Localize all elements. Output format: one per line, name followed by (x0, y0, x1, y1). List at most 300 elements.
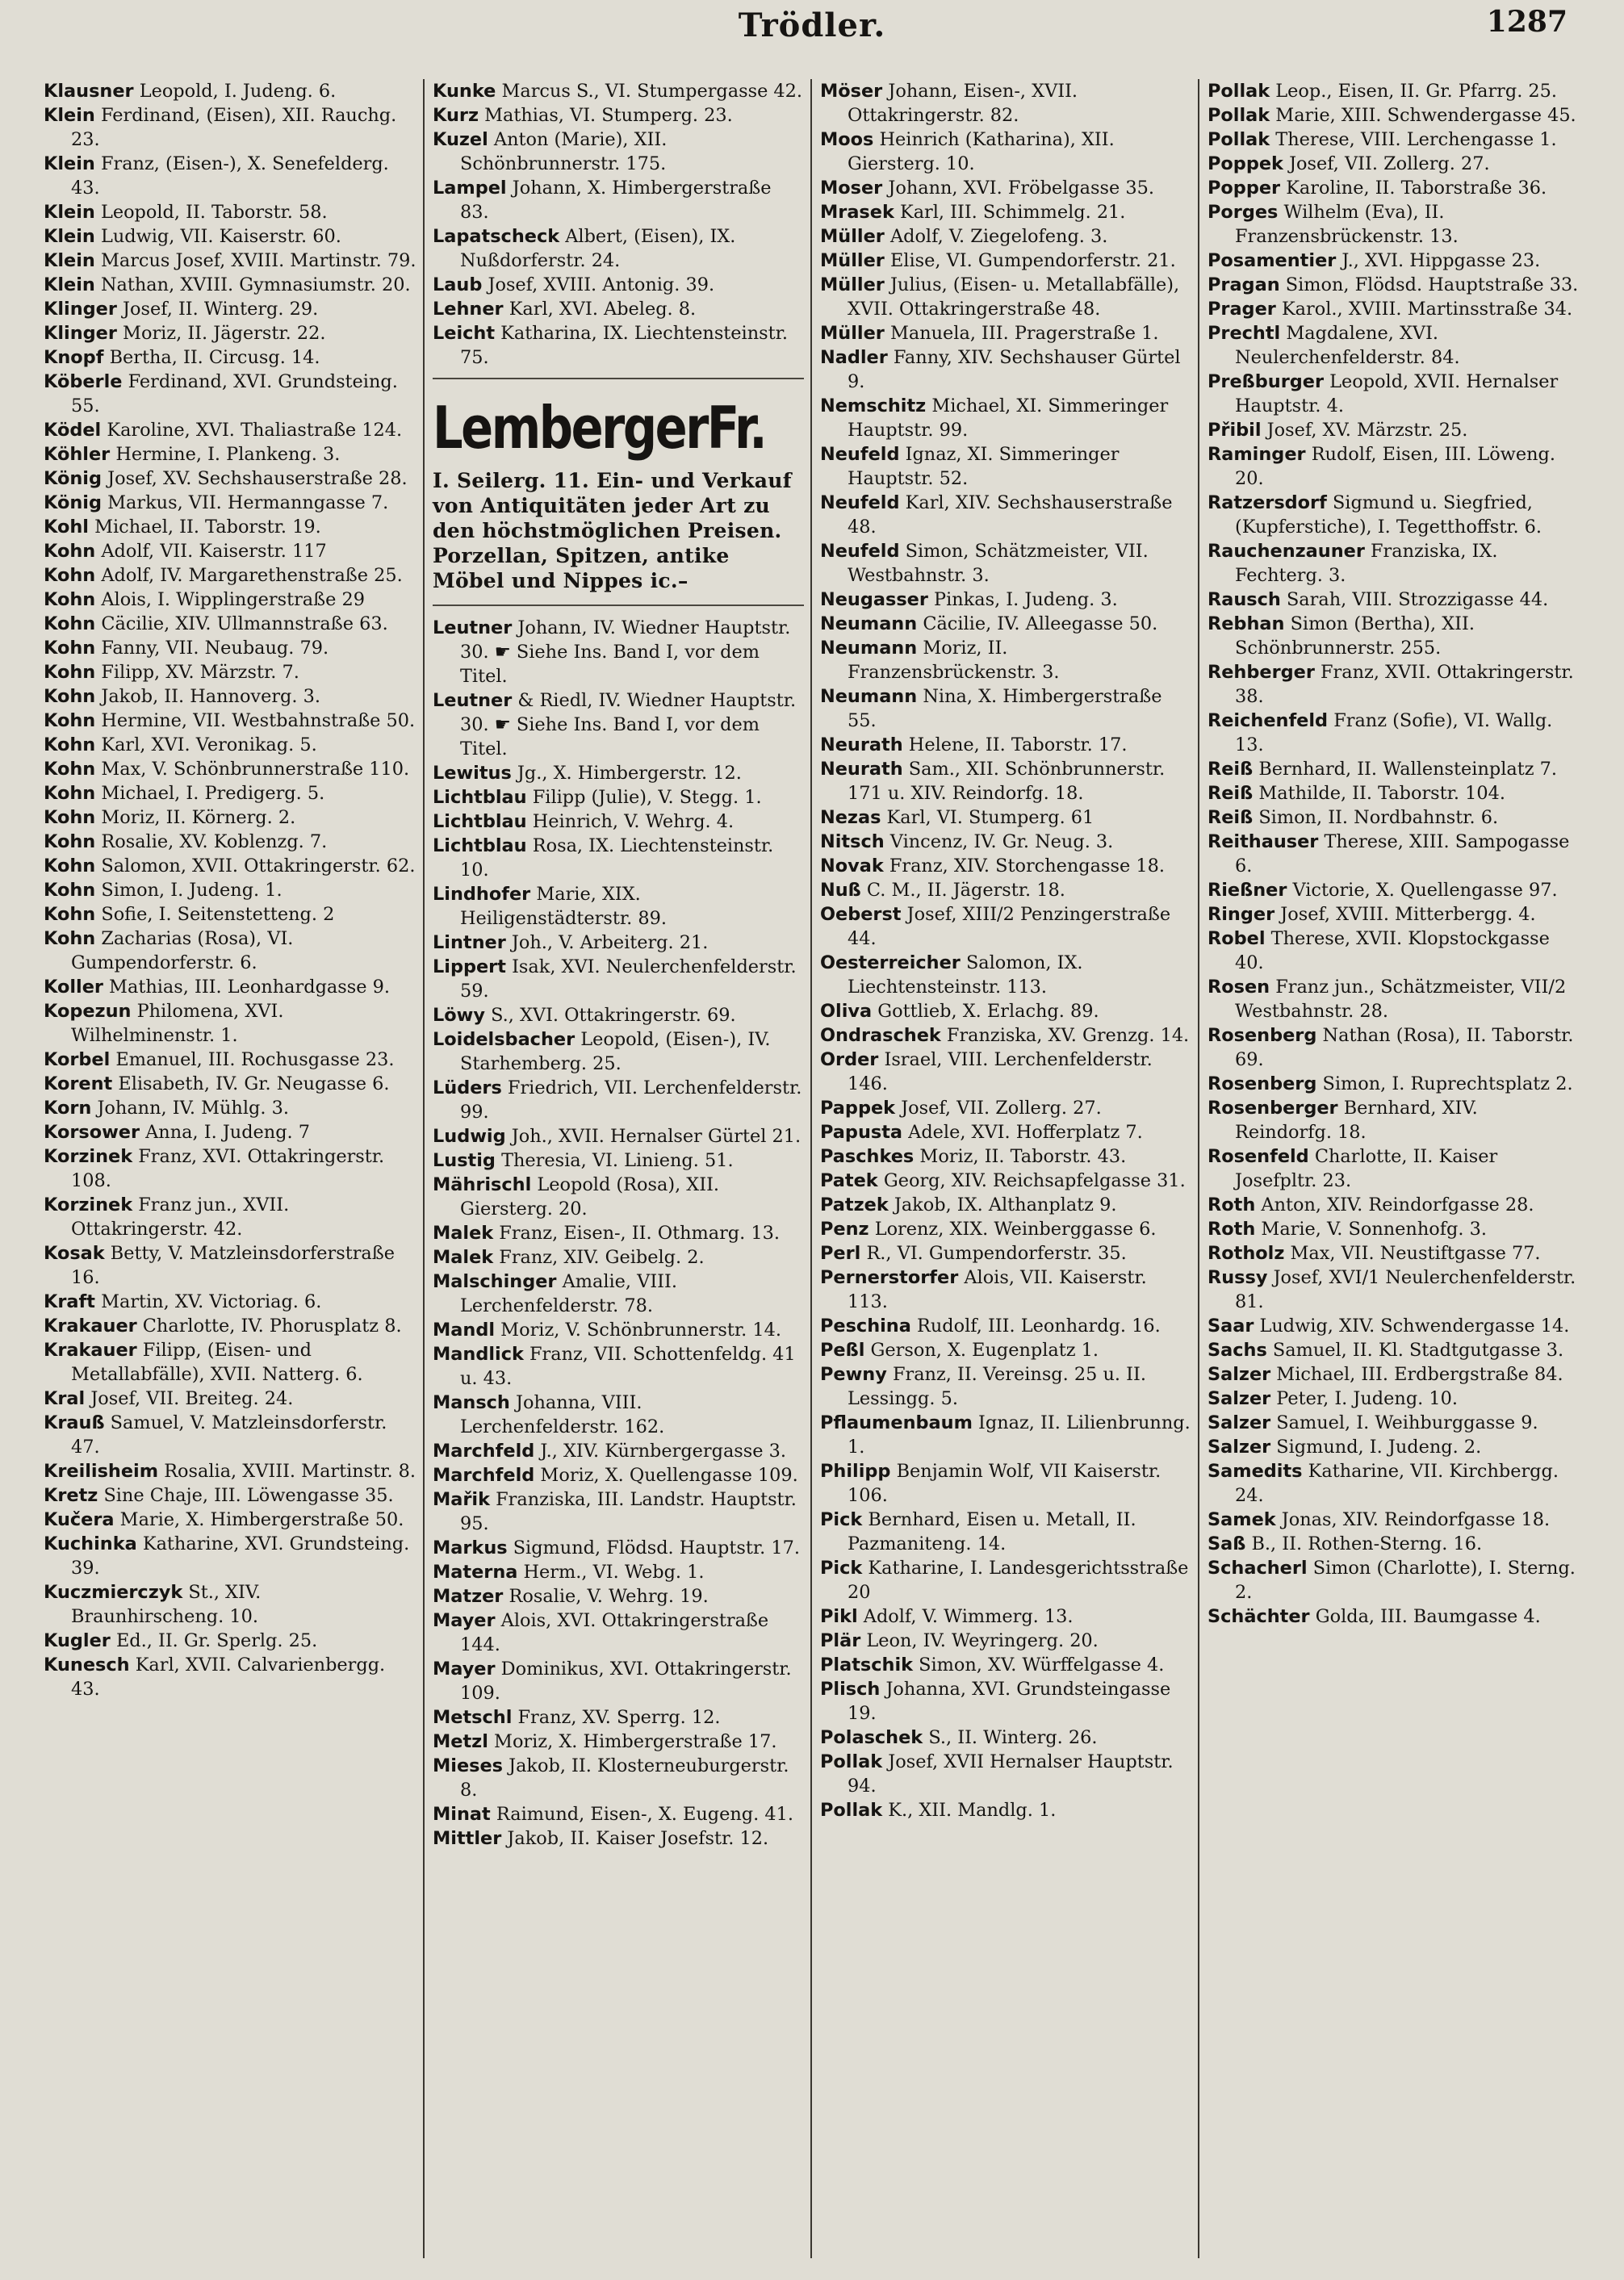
directory-entry (1208, 1508, 1579, 1532)
directory-entry (44, 1072, 416, 1096)
directory-entry (433, 1584, 804, 1609)
directory-entry (433, 1076, 804, 1124)
entry-details: Marie, XIII. Schwendergasse 45. (1275, 105, 1576, 126)
entry-surname: Pollak (820, 1800, 883, 1821)
column-1 (36, 79, 423, 2258)
directory-entry (1208, 1266, 1579, 1314)
directory-entry (1208, 128, 1579, 152)
entry-surname: Moser (820, 178, 883, 199)
entry-details: Josef, XV. Märzstr. 25. (1266, 420, 1468, 441)
directory-entry (44, 539, 416, 563)
directory-entry (820, 1338, 1191, 1362)
entry-surname: Rosenfeld (1208, 1146, 1309, 1167)
column-4 (1198, 79, 1585, 2258)
directory-entry (1208, 1604, 1579, 1629)
entry-details: Karl, XVI. Abeleg. 8. (509, 299, 697, 320)
directory-entry (1208, 709, 1579, 757)
directory-entry (44, 515, 416, 539)
entry-details: Heinrich, V. Wehrg. 4. (532, 811, 735, 832)
entry-surname: Neufeld (820, 492, 900, 513)
entry-surname: Mrasek (820, 202, 894, 223)
entry-surname: Neumann (820, 686, 918, 707)
entry-surname: Kohn (44, 856, 96, 876)
entry-details: Marie, X. Himbergerstraße 50. (119, 1509, 404, 1530)
entry-details: Moriz, II. Taborstr. 43. (919, 1146, 1127, 1167)
entry-surname: Lehner (433, 299, 504, 320)
directory-entry (820, 588, 1191, 612)
directory-entry (433, 1463, 804, 1487)
directory-entry (820, 951, 1191, 999)
directory-entry (820, 200, 1191, 224)
entry-surname: Popper (1208, 178, 1281, 199)
entry-surname: Reiß (1208, 759, 1254, 780)
column-3 (810, 79, 1198, 2258)
entry-surname: Nitsch (820, 831, 885, 852)
entry-surname: Rosen (1208, 977, 1270, 998)
directory-entry (44, 975, 416, 999)
entry-surname: Pollak (1208, 81, 1270, 102)
entry-surname: Pollak (1208, 105, 1270, 126)
entry-surname: Kohn (44, 686, 96, 707)
entry-surname: Kugler (44, 1630, 111, 1651)
entry-surname: Kučera (44, 1509, 115, 1530)
entry-surname: Neugasser (820, 589, 928, 610)
entry-details: Karoline, XVI. Thaliastraße 124. (107, 420, 403, 441)
entry-details: Josef, XVIII. Mitterbergg. 4. (1280, 904, 1536, 925)
entry-details: Simon, II. Nordbahnstr. 6. (1258, 807, 1499, 828)
directory-entry (44, 1193, 416, 1241)
entry-details: Josef, XVI/1 Neulerchenfelderstr. 81. (1235, 1267, 1576, 1312)
directory-entry (820, 757, 1191, 805)
entry-surname: Minat (433, 1804, 491, 1825)
entry-surname: Mandlick (433, 1344, 524, 1365)
entry-details: Franz, II. Vereinsg. 25 u. II. Lessingg. 5. (848, 1364, 1146, 1409)
entry-details: Theresia, VI. Linieng. 51. (501, 1150, 734, 1171)
page-title: Trödler. (738, 6, 886, 44)
entry-details: Anton (Marie), XII. Schönbrunnerstr. 175. (460, 129, 668, 174)
page-number: 1287 (1486, 5, 1567, 39)
entry-details: Franz, Eisen-, II. Othmarg. 13. (499, 1223, 780, 1244)
entry-surname: Korsower (44, 1122, 140, 1143)
entry-details: Samuel, V. Matzleinsdorferstr. 47. (71, 1412, 387, 1458)
directory-entry (820, 1023, 1191, 1048)
directory-entry (820, 999, 1191, 1023)
entry-surname: Malek (433, 1223, 494, 1244)
entry-surname: Klein (44, 250, 95, 271)
columns (36, 79, 1585, 2258)
entry-details: Moriz, II. Körnerg. 2. (101, 807, 296, 828)
directory-entry (44, 1338, 416, 1387)
entry-details: Israel, VIII. Lerchenfelderstr. 146. (848, 1049, 1153, 1094)
directory-entry (44, 200, 416, 224)
entry-surname: Klein (44, 202, 95, 223)
directory-entry (1208, 176, 1579, 200)
entry-details: Franz, VII. Schottenfeldg. 41 u. 43. (460, 1344, 796, 1389)
entry-surname: Porges (1208, 202, 1279, 223)
entry-surname: Rausch (1208, 589, 1281, 610)
entry-surname: Köberle (44, 371, 123, 392)
entry-details: Samuel, II. Kl. Stadtgutgasse 3. (1272, 1340, 1564, 1361)
entry-surname: Korent (44, 1073, 113, 1094)
directory-entry (820, 902, 1191, 951)
directory-entry (433, 1536, 804, 1560)
directory-entry (820, 273, 1191, 321)
entry-surname: Krakauer (44, 1340, 137, 1361)
directory-entry (1208, 1411, 1579, 1435)
entry-details: Jakob, II. Hannoverg. 3. (101, 686, 320, 707)
directory-entry (44, 878, 416, 902)
entry-surname: Pewny (820, 1364, 887, 1385)
entry-details: Therese, XIII. Sampogasse 6. (1235, 831, 1570, 876)
entry-surname: Salzer (1208, 1437, 1271, 1458)
directory-entry (433, 79, 804, 103)
entry-details: Emanuel, III. Rochusgasse 23. (115, 1049, 395, 1070)
entry-details: Leopold, (Eisen-), IV. Starhemberg. 25. (460, 1029, 771, 1074)
directory-entry (433, 1027, 804, 1076)
directory-entry (820, 854, 1191, 878)
directory-entry (433, 955, 804, 1003)
entry-details: Heinrich (Katharina), XII. Giersterg. 10. (848, 129, 1115, 174)
entry-details: Anton, XIV. Reindorfgasse 28. (1261, 1194, 1534, 1215)
entry-details: Anna, I. Judeng. 7 (145, 1122, 311, 1143)
entry-details: Nathan (Rosa), II. Taborstr. 69. (1235, 1025, 1574, 1070)
directory-entry (44, 636, 416, 660)
directory-entry (1208, 757, 1579, 781)
directory-entry (1208, 1096, 1579, 1144)
entry-details: Rudolf, Eisen, III. Löweng. 20. (1235, 444, 1555, 489)
entry-details: Josef, VII. Breiteg. 24. (90, 1388, 294, 1409)
entry-surname: Pernerstorfer (820, 1267, 959, 1288)
directory-entry (820, 1144, 1191, 1169)
directory-entry (1208, 1241, 1579, 1266)
entry-details: B., II. Rothen-Sterng. 16. (1251, 1533, 1483, 1554)
directory-entry (820, 442, 1191, 491)
entry-surname: Poppek (1208, 153, 1283, 174)
directory-entry (433, 882, 804, 931)
directory-entry (44, 830, 416, 854)
directory-entry (1208, 103, 1579, 128)
directory-entry (433, 1802, 804, 1826)
entry-details: Elisabeth, IV. Gr. Neugasse 6. (118, 1073, 390, 1094)
entry-details: Gerson, X. Eugenplatz 1. (870, 1340, 1099, 1361)
directory-entry (820, 636, 1191, 684)
entry-surname: Moos (820, 129, 874, 150)
directory-entry (44, 1096, 416, 1120)
directory-entry (1208, 805, 1579, 830)
entry-details: Franziska, XV. Grenzg. 14. (946, 1025, 1190, 1046)
entry-details: Sam., XII. Schönbrunnerstr. 171 u. XIV. Reindorfg. 18. (848, 759, 1166, 804)
directory-entry (433, 1754, 804, 1802)
entry-details: Salomon, IX. Liechtensteinstr. 113. (848, 952, 1083, 998)
entry-details: Philomena, XVI. Wilhelminenstr. 1. (71, 1001, 284, 1046)
entry-surname: König (44, 468, 102, 489)
entry-details: Nina, X. Himbergerstraße 55. (848, 686, 1162, 731)
directory-entry (1208, 249, 1579, 273)
directory-entry (820, 1750, 1191, 1798)
entry-surname: Korzinek (44, 1146, 133, 1167)
entry-details: Moriz, V. Schönbrunnerstr. 14. (500, 1320, 781, 1341)
directory-entry (44, 345, 416, 370)
entry-details: Simon (Charlotte), I. Sterng. 2. (1235, 1558, 1576, 1603)
entry-details: Markus, VII. Hermanngasse 7. (107, 492, 389, 513)
directory-entry (820, 394, 1191, 442)
entry-details: Isak, XVI. Neulerchenfelderstr. 59. (460, 956, 797, 1002)
entry-surname: Saß (1208, 1533, 1246, 1554)
entry-surname: Plisch (820, 1679, 881, 1700)
entry-details: Johanna, XVI. Grundsteingasse 19. (848, 1679, 1171, 1724)
entry-details: Franz jun., XVII. Ottakringerstr. 42. (71, 1194, 290, 1240)
entry-details: Max, VII. Neustiftgasse 77. (1290, 1243, 1541, 1264)
entry-surname: Pragan (1208, 274, 1280, 295)
entry-details: Simon, XV. Würffelgasse 4. (919, 1655, 1165, 1675)
directory-entry (433, 1003, 804, 1027)
entry-surname: Laub (433, 274, 483, 295)
entry-surname: Koller (44, 977, 103, 998)
directory-entry (1208, 1072, 1579, 1096)
directory-entry (44, 442, 416, 466)
entry-details: Vincenz, IV. Gr. Neug. 3. (889, 831, 1114, 852)
entry-surname: Klein (44, 105, 95, 126)
entry-surname: Lüders (433, 1077, 502, 1098)
entry-details: Salomon, XVII. Ottakringerstr. 62. (101, 856, 416, 876)
directory-entry (1208, 152, 1579, 176)
entry-surname: Korzinek (44, 1194, 133, 1215)
entry-details: J., XIV. Kürnbergergasse 3. (540, 1441, 787, 1462)
entry-surname: Nuß (820, 880, 861, 901)
entry-details: Dominikus, XVI. Ottakringerstr. 109. (460, 1659, 792, 1704)
entry-details: St., XIV. Braunhirscheng. 10. (71, 1582, 262, 1627)
entry-details: Michael, I. Predigerg. 5. (101, 783, 325, 804)
entry-details: Josef, VII. Zollerg. 27. (1289, 153, 1490, 174)
directory-entry (44, 297, 416, 321)
entry-details: Therese, VIII. Lerchengasse 1. (1275, 129, 1557, 150)
entry-details: Franz, XVII. Ottakringerstr. 38. (1235, 662, 1574, 707)
entry-details: Filipp (Julie), V. Stegg. 1. (532, 787, 762, 808)
directory-entry (1208, 1435, 1579, 1459)
directory-entry (433, 1560, 804, 1584)
entry-details: Josef, XVIII. Antonig. 39. (488, 274, 715, 295)
directory-entry (44, 588, 416, 612)
directory-entry (44, 563, 416, 588)
entry-surname: Kretz (44, 1485, 98, 1506)
entry-details: Pinkas, I. Judeng. 3. (934, 589, 1118, 610)
entry-surname: Rehberger (1208, 662, 1315, 683)
ad-top-rule (433, 378, 804, 379)
directory-entry (1208, 297, 1579, 321)
directory-entry (44, 684, 416, 709)
directory-entry (1208, 1314, 1579, 1338)
entry-details: Jakob, II. Kaiser Josefstr. 12. (507, 1828, 769, 1849)
entry-surname: Lichtblau (433, 787, 527, 808)
directory-entry (820, 1362, 1191, 1411)
entry-surname: Ködel (44, 420, 102, 441)
ad-bottom-rule (433, 605, 804, 606)
directory-entry (1208, 902, 1579, 927)
directory-entry (433, 834, 804, 882)
entry-details: Katharine, I. Landesgerichtsstraße 20 (848, 1558, 1189, 1603)
directory-entry (1208, 1387, 1579, 1411)
entry-details: S., XVI. Ottakringerstr. 69. (491, 1005, 736, 1026)
entry-surname: Pikl (820, 1606, 858, 1627)
entry-details: Rosalie, XV. Koblenzg. 7. (101, 831, 328, 852)
directory-entry (44, 733, 416, 757)
entry-surname: Klein (44, 226, 95, 247)
directory-entry (820, 1048, 1191, 1096)
entry-details: Sigmund, Flödsd. Hauptstr. 17. (513, 1537, 800, 1558)
directory-entry (820, 1653, 1191, 1677)
entry-surname: Platschik (820, 1655, 914, 1675)
entry-details: S., II. Winterg. 26. (928, 1727, 1098, 1748)
directory-entry (44, 273, 416, 297)
directory-entry (1208, 1532, 1579, 1556)
directory-entry (820, 1217, 1191, 1241)
entry-surname: Kohl (44, 517, 89, 538)
entry-details: Golda, III. Baumgasse 4. (1315, 1606, 1541, 1627)
entry-surname: Salzer (1208, 1364, 1271, 1385)
entry-surname: Lampel (433, 178, 507, 199)
entry-surname: Order (820, 1049, 879, 1070)
directory-entry (820, 1677, 1191, 1726)
entry-surname: Rauchenzauner (1208, 541, 1365, 562)
entry-surname: Neufeld (820, 541, 900, 562)
entry-surname: Kunke (433, 81, 496, 102)
entry-details: Bernhard, Eisen u. Metall, II. Pazmaniteng. 14. (848, 1509, 1136, 1554)
entry-surname: Peßl (820, 1340, 865, 1361)
directory-entry (44, 805, 416, 830)
directory-entry (44, 370, 416, 418)
entry-details: Samuel, I. Weihburggasse 9. (1276, 1412, 1538, 1433)
entry-details: R., VI. Gumpendorferstr. 35. (866, 1243, 1127, 1264)
entry-surname: Mařik (433, 1489, 490, 1510)
directory-entry (433, 1173, 804, 1221)
entry-details: Franziska, IX. Fechterg. 3. (1235, 541, 1498, 586)
entry-surname: Lichtblau (433, 835, 527, 856)
directory-entry (433, 931, 804, 955)
directory-entry (44, 902, 416, 927)
entry-surname: Müller (820, 250, 885, 271)
entry-surname: Lichtblau (433, 811, 527, 832)
directory-entry (44, 1387, 416, 1411)
entry-surname: Pappek (820, 1098, 896, 1119)
entry-surname: Russy (1208, 1267, 1268, 1288)
entry-surname: Knopf (44, 347, 104, 368)
directory-entry (433, 1487, 804, 1536)
directory-entry (1208, 830, 1579, 878)
entry-surname: Lindhofer (433, 884, 531, 905)
directory-entry (44, 1241, 416, 1290)
entry-details: Franz, XVI. Ottakringerstr. 108. (71, 1146, 385, 1191)
entry-surname: Mansch (433, 1392, 510, 1413)
entry-details: Peter, I. Judeng. 10. (1276, 1388, 1458, 1409)
directory-entry (1208, 612, 1579, 660)
entry-details: Franz, XIV. Geibelg. 2. (499, 1247, 705, 1268)
directory-entry (433, 1245, 804, 1270)
entry-surname: Prechtl (1208, 323, 1281, 344)
advertisement (433, 389, 804, 593)
directory-entry (44, 927, 416, 975)
directory-entry (44, 1532, 416, 1580)
directory-entry (44, 152, 416, 200)
entry-surname: Pick (820, 1509, 863, 1530)
entry-details: Moriz, X. Himbergerstraße 17. (494, 1731, 777, 1752)
entry-surname: Müller (820, 323, 885, 344)
entry-surname: Klein (44, 274, 95, 295)
entry-details: Rudolf, III. Leonhardg. 16. (917, 1316, 1161, 1337)
entry-surname: Klausner (44, 81, 134, 102)
entry-details: Sarah, VIII. Strozzigasse 44. (1286, 589, 1549, 610)
entry-details: Betty, V. Matzleinsdorferstraße 16. (71, 1243, 395, 1288)
entry-surname: Ratzersdorf (1208, 492, 1327, 513)
entry-details: Leop., Eisen, II. Gr. Pfarrg. 25. (1275, 81, 1558, 102)
entry-surname: Perl (820, 1243, 861, 1264)
entry-surname: Möser (820, 81, 883, 102)
entry-surname: Lippert (433, 956, 506, 977)
entry-surname: Kuczmierczyk (44, 1582, 183, 1603)
entry-details: Rosalia, XVIII. Martinstr. 8. (164, 1461, 416, 1482)
entry-surname: Ludwig (433, 1126, 506, 1147)
entry-surname: Peschina (820, 1316, 911, 1337)
directory-entry (433, 273, 804, 297)
directory-entry (820, 1459, 1191, 1508)
entry-surname: Ondraschek (820, 1025, 941, 1046)
entry-details: Franz, XIV. Storchengasse 18. (889, 856, 1165, 876)
entry-surname: Lewitus (433, 763, 512, 784)
entry-details: Elise, VI. Gumpendorferstr. 21. (889, 250, 1176, 271)
directory-entry (1208, 200, 1579, 249)
entry-surname: Rebhan (1208, 613, 1285, 634)
entry-surname: Reiß (1208, 783, 1254, 804)
directory-entry (44, 321, 416, 345)
entry-surname: Oesterreicher (820, 952, 961, 973)
directory-entry (820, 1726, 1191, 1750)
entry-details: Marcus S., VI. Stumpergasse 42. (501, 81, 803, 102)
directory-entry (44, 224, 416, 249)
entry-details: Simon (Bertha), XII. Schönbrunnerstr. 255. (1235, 613, 1475, 659)
entry-details: Moriz, II. Franzensbrückenstr. 3. (848, 638, 1060, 683)
entry-details: Josef, II. Winterg. 29. (123, 299, 319, 320)
directory-entry (44, 1508, 416, 1532)
entry-surname: Materna (433, 1562, 518, 1583)
entry-details: Katharina, IX. Liechtensteinstr. 75. (460, 323, 788, 368)
directory-entry (1208, 539, 1579, 588)
entry-details: Therese, XVII. Klopstockgasse 40. (1235, 928, 1550, 973)
entry-details: Adolf, V. Ziegelofeng. 3. (889, 226, 1108, 247)
entry-surname: Markus (433, 1537, 508, 1558)
entry-details: Fanny, VII. Neubaug. 79. (101, 638, 329, 659)
directory-entry (1208, 1556, 1579, 1604)
entry-surname: Klinger (44, 323, 117, 344)
entry-details: Hermine, VII. Westbahnstraße 50. (101, 710, 416, 731)
directory-entry (1208, 927, 1579, 975)
entry-surname: Rotholz (1208, 1243, 1285, 1264)
directory-entry (820, 491, 1191, 539)
entry-details: Franziska, III. Landstr. Hauptstr. 95. (460, 1489, 797, 1534)
entry-surname: Roth (1208, 1219, 1256, 1240)
directory-entry (820, 1241, 1191, 1266)
entry-surname: Novak (820, 856, 884, 876)
directory-entry (44, 1483, 416, 1508)
entry-details: Julius, (Eisen- u. Metallabfälle), XVII. Ottakringerstraße 48. (848, 274, 1180, 320)
directory-entry (44, 660, 416, 684)
directory-entry (433, 103, 804, 128)
entry-details: Simon, Schätzmeister, VII. Westbahnstr. 3. (848, 541, 1149, 586)
directory-entry (44, 1314, 416, 1338)
entry-surname: Kohn (44, 541, 96, 562)
entry-surname: Pollak (1208, 129, 1270, 150)
entry-surname: Saar (1208, 1316, 1254, 1337)
entry-details: Ferdinand, XVI. Grundsteing. 55. (71, 371, 398, 416)
entry-surname: Rosenberg (1208, 1025, 1317, 1046)
